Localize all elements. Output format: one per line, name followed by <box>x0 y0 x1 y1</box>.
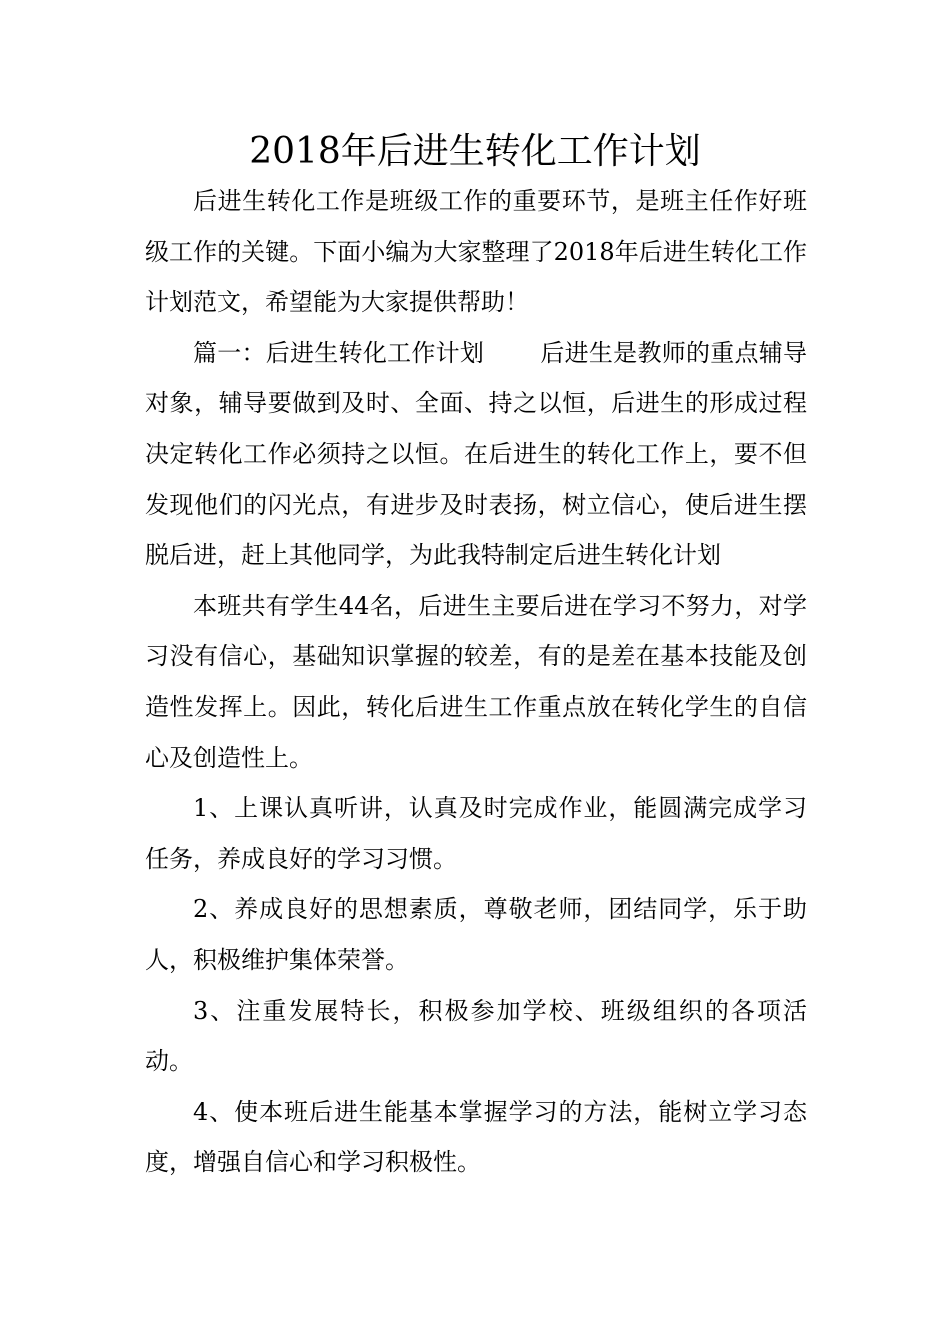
goal-item-3: 3、注重发展特长，积极参加学校、班级组织的各项活动。 <box>145 996 807 1076</box>
goal-item-4: 4、使本班后进生能基本掌握学习的方法，能树立学习态度，增强自信心和学习积极性。 <box>145 1097 807 1177</box>
section-paragraph <box>145 328 807 581</box>
goal-item-1: 1、上课认真听讲，认真及时完成作业，能圆满完成学习任务，养成良好的学习习惯。 <box>145 794 807 873</box>
class-status-paragraph: 本班共有学生44名，后进生主要后进在学习不努力，对学习没有信心，基础知识掌握的较差，有的是差在基本技能及创造性发挥上。因此，转化后进生工作重点放在转化学生的自信心及创造性上。 <box>145 591 807 772</box>
section-body: 后进生是教师的重点辅导对象，辅导要做到及时、全面、持之以恒，后进生的形成过程决定转化工作必须持之以恒。在后进生的转化工作上，要不但发现他们的闪光点，有进步及时表扬，树立信心，使后进生摆脱后进，赶上其他同学，为此我特制定后进生转化计划 <box>145 338 808 570</box>
goal-item-2: 2、养成良好的思想素质，尊敬老师，团结同学，乐于助人，积极维护集体荣誉。 <box>145 895 807 974</box>
section-heading: 篇一：后进生转化工作计划 <box>193 338 485 367</box>
document-title: 2018年后进生转化工作计划 <box>249 131 701 172</box>
document-body <box>145 176 807 1188</box>
intro-paragraph: 后进生转化工作是班级工作的重要环节，是班主任作好班级工作的关键。下面小编为大家整理了2018年后进生转化工作计划范文，希望能为大家提供帮助！ <box>145 187 807 317</box>
